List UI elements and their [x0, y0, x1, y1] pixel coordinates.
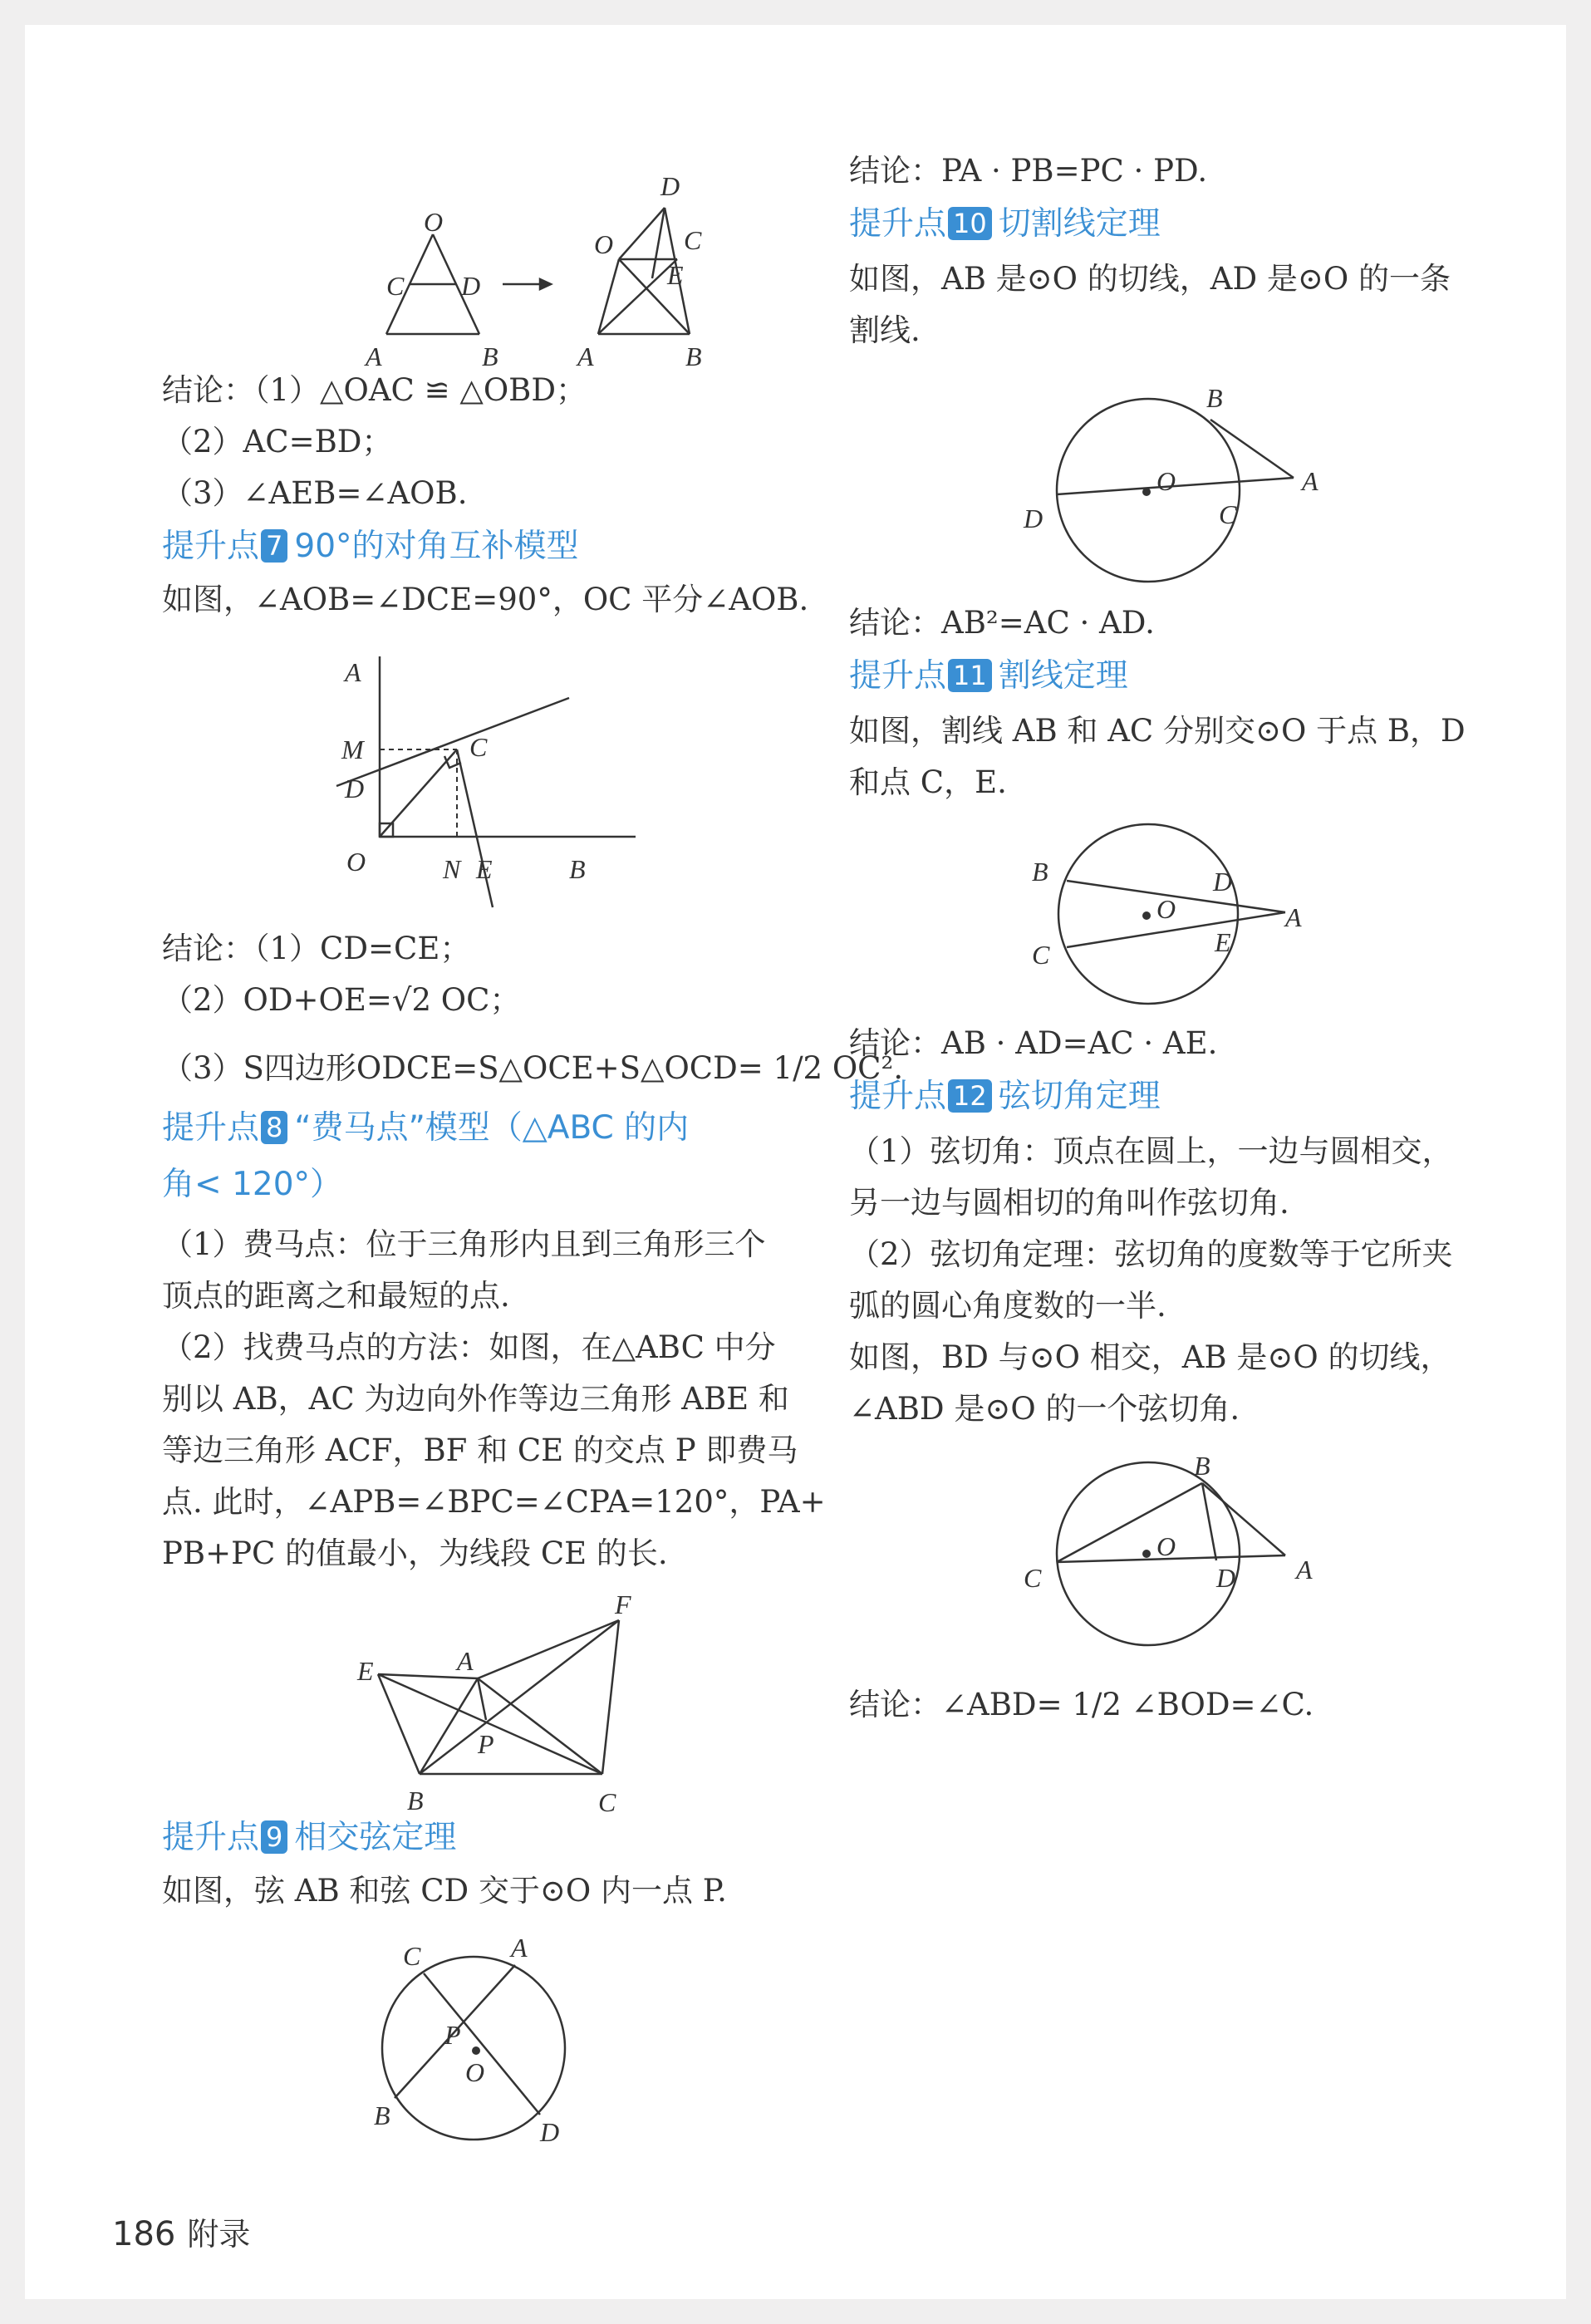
paragraph-line: 别以 AB，AC 为边向外作等边三角形 ABE 和 [162, 1381, 789, 1417]
heading-continuation: 角< 120°） [162, 1166, 343, 1203]
heading-title: “费马点”模型（△ABC 的内 [294, 1109, 690, 1147]
fig8-label-P: P [478, 1729, 494, 1759]
heading-title: 割线定理 [998, 657, 1128, 695]
heading-point-12: 提升点 12 弦切角定理 [849, 1078, 1161, 1115]
fig7-label-E: E [476, 854, 493, 884]
fig8-label-F: F [615, 1589, 631, 1619]
conclusion-line: 结论：（1）△OAC ≌ △OBD； [162, 372, 587, 408]
paragraph-line: 顶点的距离之和最短的点. [162, 1278, 510, 1314]
paragraph-line: 弧的圆心角度数的一半. [849, 1288, 1166, 1324]
paragraph-line: 如图，∠AOB=∠DCE=90°，OC 平分∠AOB. [162, 582, 809, 617]
point-number-badge: 12 [948, 1079, 992, 1113]
fig8-label-E: E [357, 1656, 374, 1686]
paragraph-line: 割线. [849, 312, 921, 348]
heading-title: 相交弦定理 [294, 1819, 457, 1856]
paragraph-line: ∠ABD 是⊙O 的一个弦切角. [849, 1391, 1240, 1427]
paragraph-line: 等边三角形 ACF，BF 和 CE 的交点 P 即费马 [162, 1432, 798, 1468]
conclusion-line: 结论：（1）CD=CE； [162, 931, 471, 966]
point-number-badge: 7 [261, 529, 287, 563]
figure-tangent-secant [999, 374, 1348, 590]
fig10-label-C: C [1219, 499, 1237, 529]
fig10-label-D: D [1024, 504, 1043, 533]
page-number: 186 [112, 2215, 176, 2253]
fig12-label-D: D [1216, 1563, 1236, 1593]
heading-title: 切割线定理 [998, 205, 1161, 243]
page [25, 25, 1566, 2299]
paragraph-line: （1）弦切角：顶点在圆上，一边与圆相交， [849, 1133, 1453, 1169]
fig12-label-B: B [1194, 1451, 1210, 1481]
paragraph-line: （1）费马点：位于三角形内且到三角形三个 [162, 1226, 766, 1262]
fig7-label-A: A [345, 657, 361, 687]
fig7-label-C: C [469, 732, 488, 762]
paragraph-line: （2）弦切角定理：弦切角的度数等于它所夹 [849, 1236, 1453, 1272]
heading-title: 弦切角定理 [998, 1078, 1161, 1115]
fig11-label-E: E [1215, 927, 1231, 957]
figure-intersecting-chords [361, 1928, 710, 2177]
paragraph-line: 点. 此时，∠APB=∠BPC=∠CPA=120°，PA+ [162, 1484, 826, 1520]
heading-point-9: 提升点 9 相交弦定理 [162, 1819, 457, 1856]
fig1b-label-O: O [594, 229, 614, 259]
heading-point-10: 提升点 10 切割线定理 [849, 205, 1161, 243]
heading-point-8: 提升点 8 “费马点”模型（△ABC 的内 [162, 1109, 690, 1147]
fig12-label-O: O [1156, 1531, 1176, 1561]
fig1-label-A: A [366, 341, 382, 371]
fig9-label-C: C [403, 1941, 421, 1971]
conclusion-line: （3）S四边形ODCE=S△OCE+S△OCD= 1/2 OC². [162, 1050, 904, 1086]
conclusion-line: （2）OD+OE=√2 OC； [162, 982, 521, 1018]
fig1-label-C: C [386, 271, 405, 301]
fig1b-label-E: E [667, 260, 684, 290]
fig10-label-A: A [1302, 466, 1318, 496]
paragraph-line: （2）找费马点的方法：如图，在△ABC 中分 [162, 1329, 776, 1365]
point-number-badge: 11 [948, 659, 992, 692]
fig7-label-D: D [345, 774, 365, 803]
fig9-label-B: B [374, 2100, 390, 2130]
fig9-label-A: A [511, 1933, 528, 1963]
figure-right-angle-model [328, 640, 793, 931]
fig1b-label-B: B [685, 341, 702, 371]
fig8-label-C: C [598, 1787, 616, 1817]
conclusion-line: 结论：AB · AD=AC · AE. [849, 1025, 1218, 1061]
fig8-label-A: A [457, 1646, 474, 1676]
paragraph-line: 和点 C，E. [849, 764, 1007, 800]
heading-point-7: 提升点 7 90°的对角互补模型 [162, 528, 579, 565]
figure-secants [999, 823, 1348, 1022]
paragraph-line: 如图，弦 AB 和弦 CD 交于⊙O 内一点 P. [162, 1873, 727, 1909]
fig1b-label-C: C [684, 225, 702, 255]
fig1b-label-A: A [577, 341, 594, 371]
fig1b-label-D: D [660, 171, 680, 201]
conclusion-line: （2）AC=BD； [162, 424, 393, 459]
fig9-label-O: O [465, 2057, 485, 2087]
point-number-badge: 8 [261, 1111, 287, 1144]
page-footer [112, 2209, 250, 2254]
fig9-label-D: D [540, 2117, 560, 2147]
fig1-label-B: B [482, 341, 498, 371]
fig7-label-N: N [443, 854, 461, 884]
figure-tangent-chord-angle [999, 1451, 1348, 1662]
heading-title: 90°的对角互补模型 [294, 528, 579, 565]
paragraph-line: 如图，AB 是⊙O 的切线，AD 是⊙O 的一条 [849, 261, 1451, 297]
figure-fermat-point [328, 1587, 827, 1820]
section-label: 附录 [187, 2216, 251, 2253]
conclusion-line: （3）∠AEB=∠AOB. [162, 475, 468, 511]
paragraph-line: 如图，BD 与⊙O 相交，AB 是⊙O 的切线， [849, 1339, 1451, 1375]
fig10-label-O: O [1156, 466, 1176, 496]
fig11-label-A: A [1285, 902, 1302, 932]
fig12-label-C: C [1024, 1563, 1042, 1593]
fig11-label-B: B [1032, 857, 1048, 887]
fig11-label-D: D [1213, 867, 1233, 897]
fig8-label-B: B [407, 1786, 424, 1815]
paragraph-line: 如图，割线 AB 和 AC 分别交⊙O 于点 B，D [849, 713, 1466, 749]
figure-congruent-triangles [328, 150, 827, 399]
fig11-label-O: O [1156, 894, 1176, 924]
fig10-label-B: B [1206, 383, 1223, 413]
fig1-label-D: D [461, 271, 481, 301]
point-number-badge: 9 [261, 1820, 287, 1854]
paragraph-line: 另一边与圆相切的角叫作弦切角. [849, 1185, 1289, 1221]
heading-point-11: 提升点 11 割线定理 [849, 657, 1128, 695]
conclusion-line: 结论：AB²=AC · AD. [849, 605, 1155, 641]
fig1-label-O: O [424, 207, 444, 237]
fig9-label-P: P [444, 2020, 461, 2050]
fig7-label-M: M [341, 735, 364, 764]
paragraph-line: PB+PC 的值最小，为线段 CE 的长. [162, 1535, 668, 1571]
fig7-label-O: O [346, 847, 366, 877]
conclusion-line: 结论：PA · PB=PC · PD. [849, 153, 1208, 189]
conclusion-line: 结论：∠ABD= 1/2 ∠BOD=∠C. [849, 1687, 1314, 1722]
fig7-label-B: B [569, 854, 586, 884]
point-number-badge: 10 [948, 207, 992, 240]
fig11-label-C: C [1032, 940, 1050, 970]
fig12-label-A: A [1296, 1555, 1313, 1585]
